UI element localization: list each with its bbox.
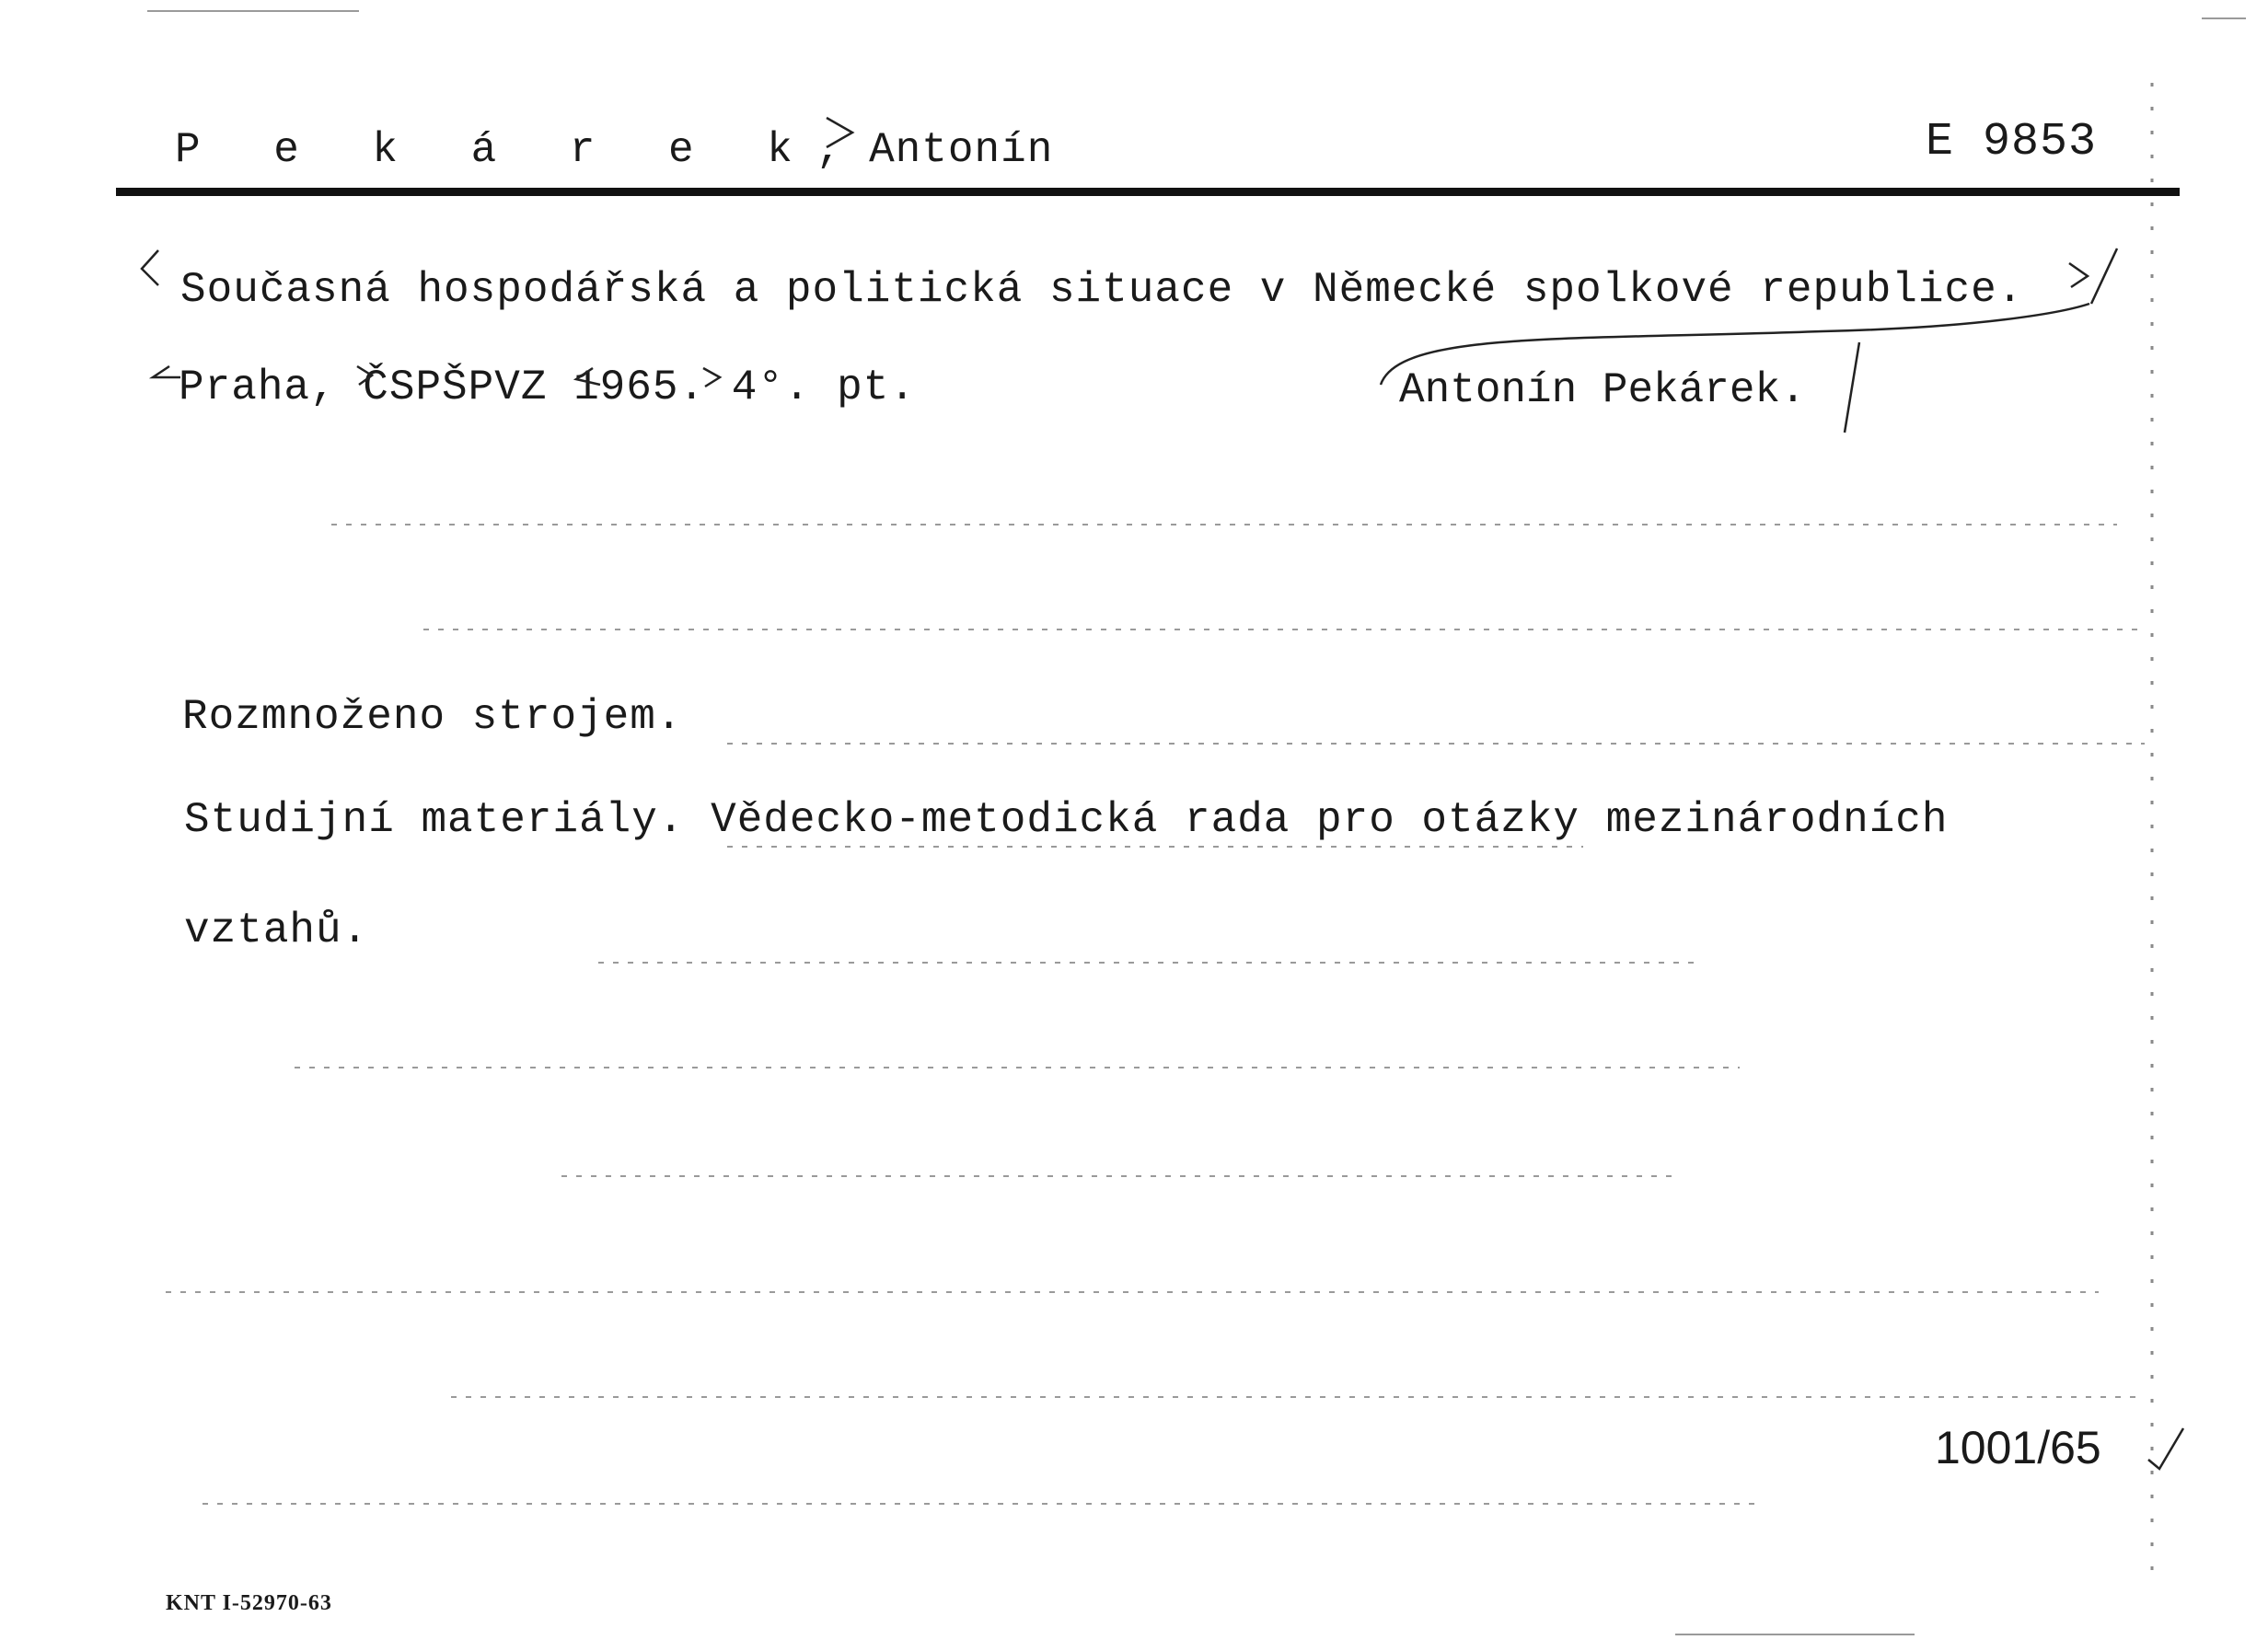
series-note-line2: vztahů. — [184, 907, 369, 954]
bracket-open-mark — [142, 250, 158, 285]
checkmark — [2148, 1428, 2183, 1469]
imprint: Praha, ČSPŠPVZ 1965. 4°. pt. — [179, 364, 916, 411]
heading-author — [175, 126, 1054, 174]
title-statement: Současná hospodářská a politická situace v Německé spolkové republice. — [180, 266, 2024, 314]
card-ruling — [166, 525, 2145, 1504]
reproduction-note: Rozmnoženo strojem. — [182, 693, 683, 741]
printer-code: KNT I-52970-63 — [166, 1591, 332, 1615]
bracket-close-title-mark — [2069, 263, 2088, 287]
heading-rule — [116, 188, 2180, 196]
shelf-mark: E 9853 — [1926, 116, 2098, 168]
heading-given-name: , Antonín — [816, 126, 1054, 174]
title-slash-mark — [2091, 248, 2117, 304]
responsibility-slash-mark — [1845, 342, 1859, 433]
statement-of-responsibility: Antonín Pekárek. — [1399, 366, 1806, 414]
imprint-bracket-mark-1 — [153, 366, 180, 377]
accession-number: 1001/65 — [1935, 1422, 2101, 1473]
series-note-line1: Studijní materiály. Vědecko-metodická rada pro otázky mezinárodních — [184, 796, 1949, 844]
heading-surname: P e k á r e k — [175, 126, 816, 174]
